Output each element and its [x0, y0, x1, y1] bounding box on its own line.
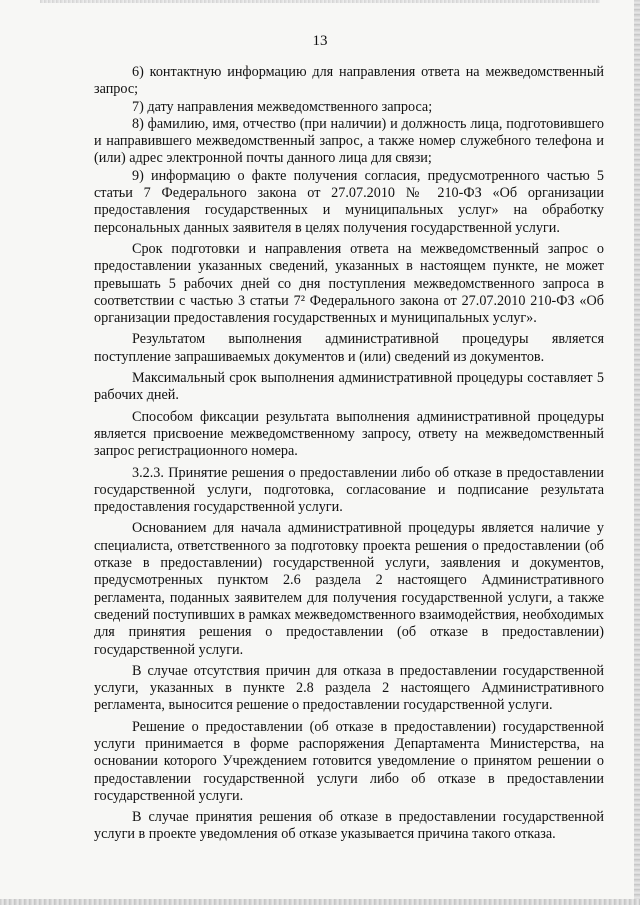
paragraph: 8) фамилию, имя, отчество (при наличии) и должность лица, подготовившего и направившего межведомственный запрос, а также номер служебного телефона и (или) адрес электронной почты данного лица для связи; — [94, 115, 604, 167]
paragraph: 7) дату направления межведомственного запроса; — [132, 98, 433, 115]
paragraph: В случае принятия решения об отказе в предоставлении государственной услуги в проекте уведомления об отказе указывается причина такого отказа. — [94, 809, 604, 843]
section-heading: 3.2.3. Принятие решения о предоставлении либо об отказе в предоставлении государственной услуги, подготовка, согласование и подписание результата предоставления государственной услуги. — [94, 464, 604, 516]
paragraph: Решение о предоставлении (об отказе в предоставлении) государственной услуги принимается в форме распоряжения Департамента Министерства, на основании которого Учреждением готовится уведомление о принятом решении о предоставлении государственной услуги либо об отказе в предоставлении государственной услуги. — [94, 718, 604, 804]
page-number: 13 — [312, 33, 328, 49]
paragraph: Результатом выполнения административной процедуры является поступление запрашиваемых документов и (или) сведений из документов. — [94, 331, 604, 365]
scan-edge-top — [40, 0, 600, 3]
scan-edge-right — [634, 0, 640, 905]
document-body — [94, 64, 604, 844]
paragraph: Максимальный срок выполнения административной процедуры составляет 5 рабочих дней. — [94, 370, 604, 404]
paragraph: 6) контактную информацию для направления ответа на межведомственный запрос; — [94, 64, 604, 98]
scan-edge-bottom — [0, 899, 640, 905]
paragraph: Срок подготовки и направления ответа на межведомственный запрос о предоставлении указанных сведений, указанных в настоящем пункте, не может превышать 5 рабочих дней со дня поступления межведомственного запроса в соответствии с частью 3 статьи 7² Федерального закона от 27.07.2010 210-ФЗ «Об организации предоставления государственных и муниципальных услуг». — [94, 240, 604, 327]
paragraph: 9) информацию о факте получения согласия, предусмотренного частью 5 статьи 7 Федерального закона от 27.07.2010 № 210-ФЗ «Об организации предоставления государственных и муниципальных услуг» на обработку персональных данных заявителя в целях получения государственной услуги. — [94, 167, 604, 236]
paragraph: Способом фиксации результата выполнения административной процедуры является присвоение межведомственному запросу, ответу на межведомственный запрос регистрационного номера. — [94, 408, 604, 460]
paragraph: Основанием для начала административной процедуры является наличие у специалиста, ответственного за подготовку проекта решения о предоставлении (об отказе в предоставлении) государственной услуги, заявления и документов, предусмотренных пунктом 2.6 раздела 2 настоящего Административного регламента, поданных заявителем для получения государственной услуги, а также сведений поступивших в рамках межведомственного взаимодействия, необходимых для принятия решения о предоставлении (об отказе в предоставлении) государственной услуги. — [94, 520, 604, 658]
paragraph: В случае отсутствия причин для отказа в предоставлении государственной услуги, указанных в пункте 2.8 раздела 2 настоящего Административного регламента, выносится решение о предоставлении государственной услуги. — [94, 662, 604, 714]
